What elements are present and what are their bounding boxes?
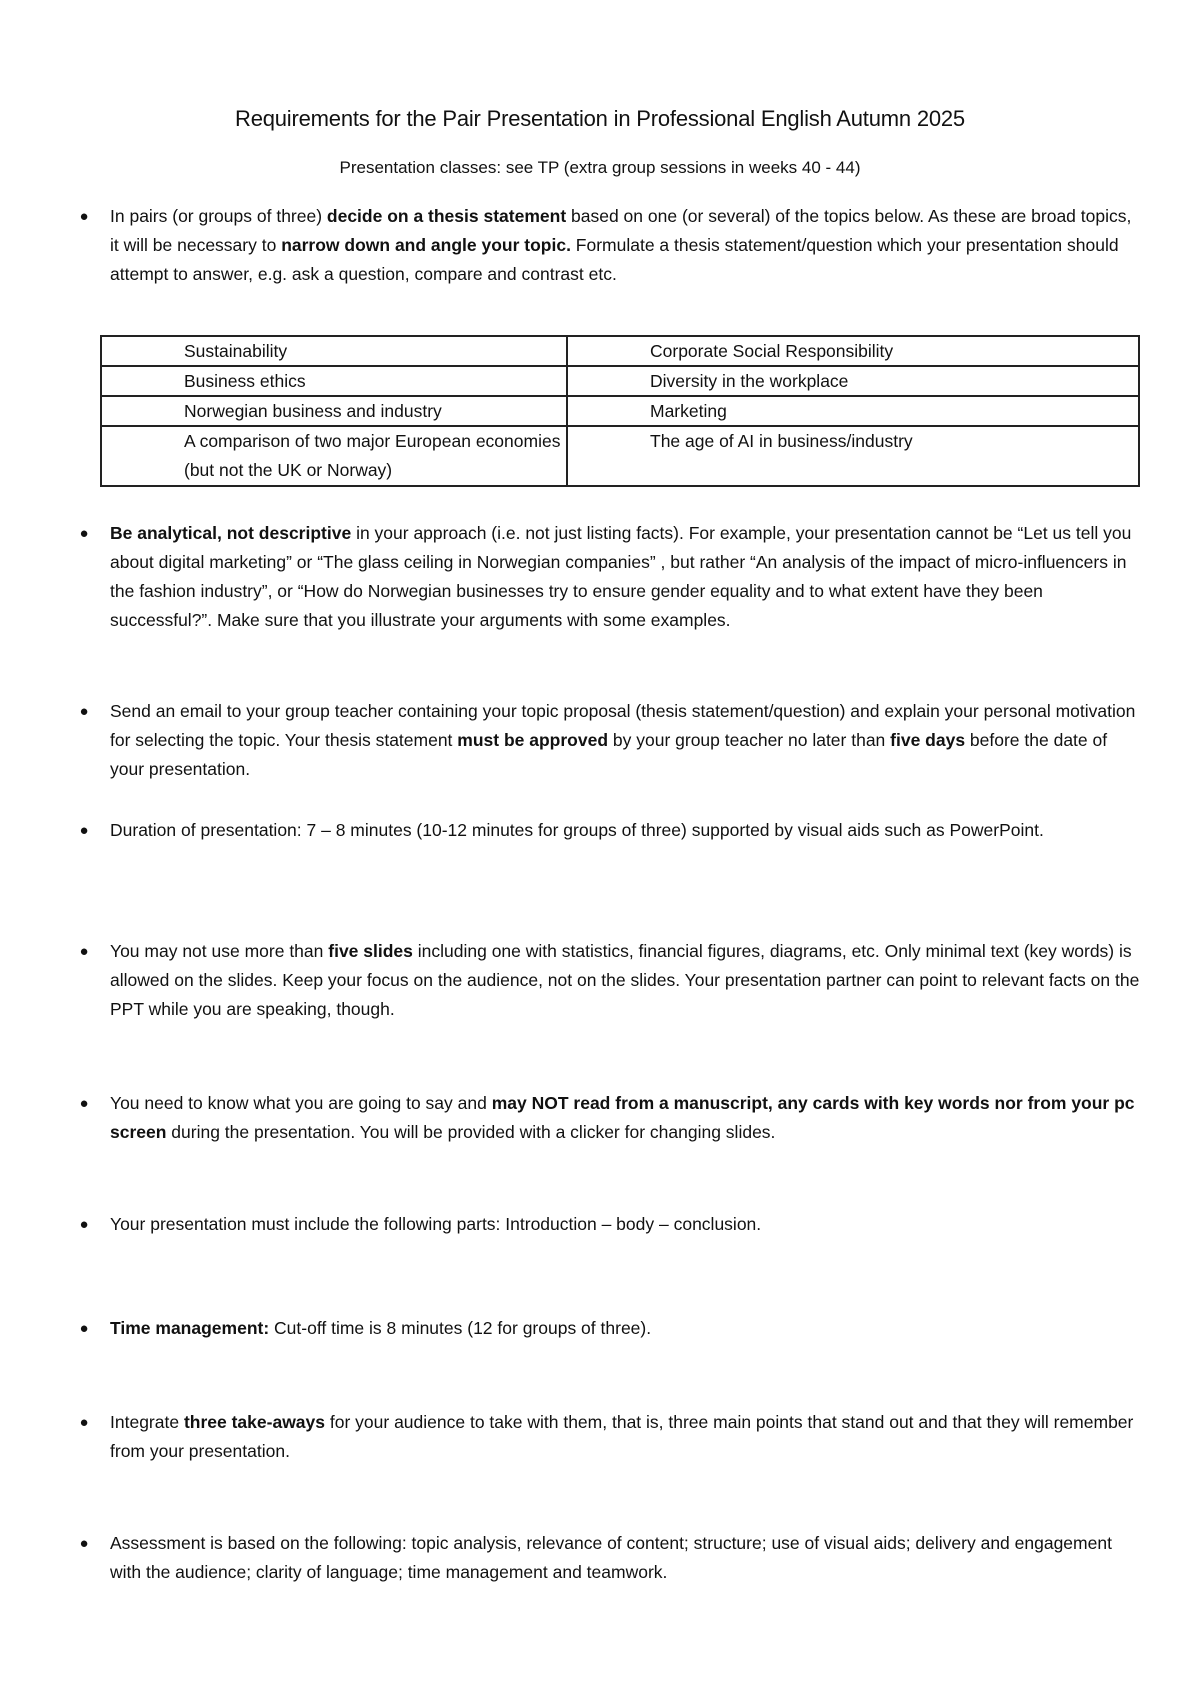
bullet-icon: ● — [79, 1414, 89, 1431]
bullet-icon: ● — [79, 1216, 89, 1233]
text-segment-bold: five slides — [328, 941, 413, 961]
text-segment: Assessment is based on the following: topic analysis, relevance of content; structure; use of visual aids; delivery and engagement with the audience; clarity of language; time management and teamwork. — [110, 1533, 1112, 1582]
requirement-item-email — [79, 697, 1140, 784]
text-segment-bold: narrow down and angle your topic. — [281, 235, 571, 255]
text-segment: Cut-off time is 8 minutes (12 for groups of three). — [269, 1318, 652, 1338]
table-cell: Marketing — [650, 401, 727, 421]
bullet-icon: ● — [79, 525, 89, 542]
requirement-item-thesis — [79, 202, 1140, 289]
text-segment: Duration of presentation: 7 – 8 minutes (10-12 minutes for groups of three) supported by visual aids such as PowerPoint. — [110, 820, 1044, 840]
text-segment: based on one (or several) of the topics below. As these are broad topics, it will be necessary to — [110, 206, 1132, 255]
text-segment-bold: Time management: — [110, 1318, 270, 1338]
text-segment: in your approach (i.e. not just listing facts). For example, your presentation cannot be “Let us tell you about digital marketing” or “The glass ceiling in Norwegian companies” , but rather “An analysis of the impact of micro-influencers in the fashion industry”, or “How do Norwegian businesses try to ensure gender equality and to what extent have they been successful?”. Make sure that you illustrate your arguments with some examples. — [110, 523, 1132, 630]
text-segment: including one with statistics, financial figures, diagrams, etc. Only minimal text (key words) is allowed on the slides. Keep your focus on the audience, not on the slides. Your presentation partner can point to relevant facts on the PPT while you are speaking, though. — [110, 941, 1140, 1019]
table-cell: Corporate Social Responsibility — [650, 341, 894, 361]
bullet-icon: ● — [79, 1320, 89, 1337]
bullet-icon: ● — [79, 208, 89, 225]
text-segment: Formulate a thesis statement/question which your presentation should attempt to answer, e.g. ask a question, compare and contrast etc. — [110, 235, 1119, 284]
text-segment-bold: may NOT read from a manuscript, any cards with key words nor from your pc screen — [110, 1093, 1135, 1142]
text-segment: for your audience to take with them, that is, three main points that stand out and that they will remember from your presentation. — [110, 1412, 1134, 1461]
table-cell: Sustainability — [184, 341, 288, 361]
requirement-item-structure — [79, 1210, 1140, 1239]
table-cell: A comparison of two major European economies (but not the UK or Norway) — [184, 431, 561, 480]
requirement-item-analytical — [79, 519, 1140, 635]
table-row — [102, 337, 1138, 367]
table-row — [102, 397, 1138, 427]
document-subtitle: Presentation classes: see TP (extra group sessions in weeks 40 - 44) — [339, 158, 861, 177]
text-segment: Send an email to your group teacher containing your topic proposal (thesis statement/question) and explain your personal motivation for selecting the topic. Your thesis statement — [110, 701, 1136, 750]
text-segment: during the presentation. You will be provided with a clicker for changing slides. — [166, 1122, 776, 1142]
text-segment: In pairs (or groups of three) — [110, 206, 327, 226]
text-segment-bold: five days — [890, 730, 966, 750]
table-row — [102, 427, 1138, 487]
bullet-icon: ● — [79, 943, 89, 960]
text-segment: Integrate — [110, 1412, 184, 1432]
table-cell: The age of AI in business/industry — [650, 431, 913, 451]
requirement-item-time-management — [79, 1314, 1140, 1343]
bullet-icon: ● — [79, 1095, 89, 1112]
text-segment-bold: Be analytical, not descriptive — [110, 523, 352, 543]
bullet-icon: ● — [79, 1535, 89, 1552]
requirement-item-assessment — [79, 1529, 1140, 1587]
bullet-icon: ● — [79, 822, 89, 839]
topics-table — [100, 335, 1140, 487]
text-segment-bold: must be approved — [457, 730, 609, 750]
requirement-item-takeaways — [79, 1408, 1140, 1466]
text-segment: You may not use more than — [110, 941, 329, 961]
bullet-icon: ● — [79, 703, 89, 720]
table-cell: Business ethics — [184, 371, 306, 391]
table-cell: Norwegian business and industry — [184, 401, 442, 421]
text-segment: You need to know what you are going to say and — [110, 1093, 492, 1113]
text-segment: before the date of your presentation. — [110, 730, 1108, 779]
table-row — [102, 367, 1138, 397]
table-cell: Diversity in the workplace — [650, 371, 849, 391]
text-segment: Your presentation must include the following parts: Introduction – body – conclusion. — [110, 1214, 762, 1234]
document-title: Requirements for the Pair Presentation in Professional English Autumn 2025 — [235, 106, 965, 131]
requirement-item-slides — [79, 937, 1140, 1024]
text-segment: by your group teacher no later than — [608, 730, 891, 750]
text-segment-bold: decide on a thesis statement — [326, 206, 567, 226]
requirement-item-duration — [79, 816, 1140, 845]
requirement-item-manuscript — [79, 1089, 1140, 1147]
text-segment-bold: three take-aways — [183, 1412, 326, 1432]
